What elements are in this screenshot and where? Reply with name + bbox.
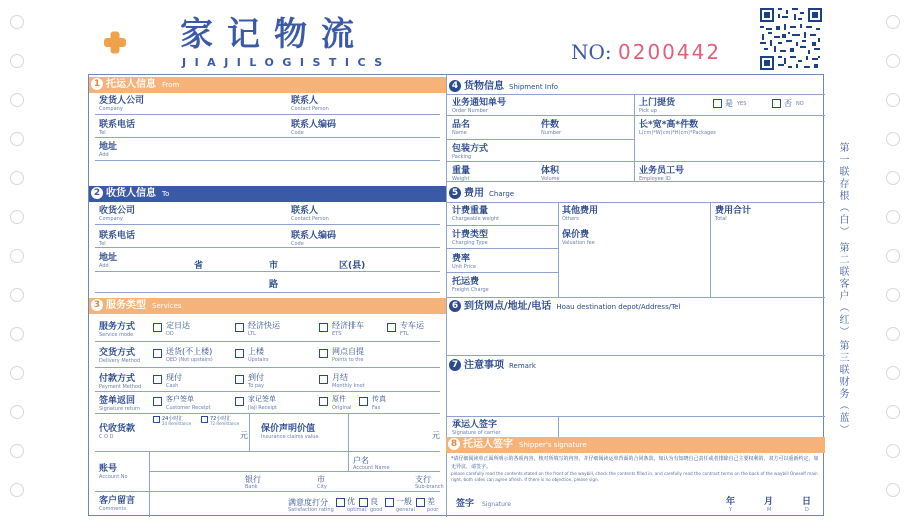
payment-cash-label-en: Cash	[166, 383, 179, 389]
weight-label-en: Weight	[452, 176, 470, 182]
no-label: NO:	[571, 40, 612, 64]
cod-72h-label-en: 72 Remittance	[210, 421, 240, 426]
hole	[886, 132, 900, 146]
return-label-en: Signature return	[99, 406, 140, 412]
return-fax-checkbox[interactable]	[359, 397, 368, 406]
rating-general-label-en: general	[396, 507, 416, 513]
chargeable-weight-label-en: Chargeable weight	[452, 216, 500, 222]
order-number-label-en: Order Number	[452, 108, 488, 114]
delivery-ded-label-en: DED (Not upstairs)	[166, 357, 213, 363]
hole	[886, 54, 900, 68]
pieces-label-en: Number	[541, 130, 562, 136]
road-label: 路	[269, 280, 279, 290]
delivery-pickup-checkbox[interactable]	[319, 349, 328, 358]
charging-type-label-en: Charging Type	[452, 240, 488, 246]
hole	[10, 288, 24, 302]
receiver-code-label-en: Code	[291, 241, 304, 247]
packing-label-en: Packing	[452, 154, 472, 160]
receiver-code-label: 联系人编码	[291, 231, 337, 241]
company-name-cn: 家记物流	[180, 14, 368, 53]
hole	[886, 210, 900, 224]
delivery-upstairs-checkbox[interactable]	[235, 349, 244, 358]
pickup-label: 上门提货	[639, 98, 676, 108]
rating-poor-checkbox[interactable]	[416, 498, 425, 507]
remark-section-header: 7 注意事项 Remark	[449, 358, 536, 374]
goods-name-label-en: Name	[452, 130, 467, 136]
weight-label: 重量	[452, 166, 471, 176]
valuation-fee-label-en: Valuation fee	[562, 240, 595, 246]
rating-general-checkbox[interactable]	[385, 498, 394, 507]
receiver-tel-label: 联系电话	[99, 231, 136, 241]
delivery-upstairs-label: 上楼	[248, 347, 264, 356]
rating-good-label: 良	[370, 497, 378, 506]
sender-code-label-en: Code	[291, 130, 304, 136]
return-jiaji-checkbox[interactable]	[235, 397, 244, 406]
satisfaction-label: 满意度打分	[288, 498, 328, 507]
copy-label-3: 第三联财务（蓝）	[837, 340, 848, 436]
mode-ftl-label-en: FTL	[400, 331, 409, 337]
service-mode-label: 服务方式	[99, 322, 136, 332]
mode-dd-checkbox[interactable]	[153, 323, 162, 332]
district-label: 区(县)	[339, 261, 366, 271]
pickup-yes-label-en: YES	[737, 101, 747, 107]
receiver-contact-label-en: Contact Person	[291, 216, 329, 222]
copy-label-2: 第二联客户（红）	[837, 242, 848, 338]
bank-label-en: Bank	[245, 484, 258, 490]
return-label: 签单返回	[99, 396, 136, 406]
shipper-signature-label: 签字	[456, 499, 475, 509]
bank-label: 银行	[245, 475, 261, 484]
payment-label: 付款方式	[99, 374, 136, 384]
shipper-signature-label-en: Signature	[482, 501, 511, 508]
bank-city-label: 市	[317, 475, 325, 484]
packing-label: 包装方式	[452, 144, 489, 154]
hole	[10, 483, 24, 497]
charging-type-label: 计费类型	[452, 230, 489, 240]
volume-label-en: Volume	[541, 176, 560, 182]
return-customer-checkbox[interactable]	[153, 397, 162, 406]
hole	[886, 15, 900, 29]
city-label: 市	[269, 261, 279, 271]
services-section-header: 3 服务类型 Services	[89, 298, 446, 314]
pickup-no-label: 否	[784, 99, 792, 108]
pickup-yes-checkbox[interactable]	[713, 99, 722, 108]
company-name-en: JIAJILOGISTICS	[182, 56, 391, 69]
shipper-notice-en: please carefully read the contents stated on the front of the waybill, check the contents filled in, and carefully read the contract terms on the back of the waybill Oneself main right, both sides can agree afresh. If there is no objection, please sign.	[451, 471, 818, 482]
employee-id-label: 业务员工号	[639, 166, 685, 176]
hole	[10, 54, 24, 68]
receiver-section-header: 2 收货人信息 To	[89, 186, 446, 202]
unit-price-label-en: Unit Price	[452, 264, 476, 270]
pickup-no-checkbox[interactable]	[772, 99, 781, 108]
insured-yuan-label: 元	[432, 431, 440, 440]
pickup-yes-label: 是	[725, 99, 733, 108]
hole	[10, 444, 24, 458]
hole	[10, 327, 24, 341]
sender-section-header: 1 托运人信息 From	[89, 77, 446, 93]
receiver-address-label-en: Add	[99, 263, 109, 269]
goods-name-label: 品名	[452, 120, 471, 130]
sender-code-label: 联系人编码	[291, 120, 337, 130]
mode-ltl-checkbox[interactable]	[235, 323, 244, 332]
copy-label-1: 第一联存根（白）	[837, 142, 848, 238]
comments-label-en: Comments	[99, 506, 127, 512]
mode-ltl-label-en: LTL	[248, 331, 256, 337]
hole	[886, 288, 900, 302]
shipper-section-header: 8 托运人签字 Shipper's signature	[446, 437, 825, 453]
return-fax-label-en: Fax	[372, 405, 381, 411]
province-label: 省	[194, 261, 204, 271]
account-label: 账号	[99, 464, 118, 474]
receiver-company-label: 收货公司	[99, 206, 136, 216]
hole	[886, 483, 900, 497]
payment-monthly-label: 月结	[332, 373, 348, 382]
mode-dd-label: 定日达	[166, 321, 190, 330]
month-label-en: M	[767, 507, 772, 513]
rating-general-label: 一般	[396, 497, 412, 506]
hole	[10, 210, 24, 224]
sender-tel-label-en: Tel	[99, 130, 106, 136]
chargeable-weight-label: 计费重量	[452, 206, 489, 216]
employee-id-label-en: Employee ID	[639, 176, 671, 182]
account-label-en: Account No	[99, 474, 128, 480]
return-original-label-en: Original	[332, 405, 352, 411]
return-jiaji-label-en: Jiaji Receipt	[248, 405, 277, 411]
cod-24h-checkbox[interactable]	[153, 416, 160, 423]
receiver-company-label-en: Company	[99, 216, 123, 222]
insured-value-label-en: Insurance claims value	[261, 434, 319, 440]
return-customer-label: 客户签单	[166, 395, 194, 403]
return-original-label: 原件	[332, 395, 346, 403]
hole	[886, 93, 900, 107]
delivery-upstairs-label-en: Upstairs	[248, 357, 269, 363]
month-label: 月	[764, 497, 774, 507]
mode-ets-label-en: ETS	[332, 331, 342, 337]
pickup-label-en: Pick up	[639, 108, 657, 114]
payment-cash-label: 现付	[166, 373, 182, 382]
rating-good-label-en: good	[370, 507, 383, 513]
hole	[886, 366, 900, 380]
year-label-en: Y	[729, 507, 733, 513]
pieces-label: 件数	[541, 120, 560, 130]
other-fees-label-en: Others	[562, 216, 579, 222]
freight-charge-label-en: Freight Charge	[452, 287, 489, 293]
bank-branch-label: 支行	[415, 475, 431, 484]
bank-branch-label-en: Sub-branch	[415, 484, 444, 490]
return-customer-label-en: Customer Receipt	[166, 405, 211, 411]
company-logo-icon	[92, 16, 152, 72]
mode-ftl-checkbox[interactable]	[387, 323, 396, 332]
day-label-en: D	[805, 507, 809, 513]
sender-company-label-en: Company	[99, 106, 123, 112]
return-fax-label: 传真	[372, 395, 386, 403]
delivery-pickup-label: 网点自提	[332, 347, 364, 356]
delivery-label-en: Delivery Method	[99, 358, 141, 364]
sender-company-label: 发货人公司	[99, 96, 145, 106]
account-name-label: 户名	[353, 456, 369, 465]
hole	[10, 405, 24, 419]
delivery-pickup-label-en: Points to the	[332, 357, 364, 363]
return-original-checkbox[interactable]	[319, 397, 328, 406]
other-fees-label: 其他费用	[562, 206, 599, 216]
payment-topay-label-en: To pay	[248, 383, 265, 389]
delivery-ded-label: 送货(不上楼)	[166, 347, 213, 356]
cod-72h-checkbox[interactable]	[201, 416, 208, 423]
account-name-label-en: Account Name	[353, 465, 390, 471]
mode-ftl-label: 专车运	[400, 321, 424, 330]
sender-contact-label: 联系人	[291, 96, 319, 106]
rating-optimal-label: 优	[347, 497, 355, 506]
hole	[10, 171, 24, 185]
serial-number: 0200442	[618, 40, 722, 64]
cod-72h-label: 72小时汇	[210, 416, 232, 422]
mode-ltl-label: 经济快运	[248, 321, 280, 330]
comments-label: 客户留言	[99, 496, 136, 506]
year-label: 年	[726, 497, 736, 507]
payment-monthly-label-en: Monthly knot	[332, 383, 365, 389]
unit-price-label: 费率	[452, 254, 471, 264]
sender-address-label: 地址	[99, 142, 118, 152]
day-label: 日	[802, 497, 812, 507]
delivery-label: 交货方式	[99, 348, 136, 358]
destination-section-header: 6 到货网点/地址/电话 Hoau destination depot/Address/Tel	[449, 299, 680, 315]
cod-label: 代收货款	[99, 424, 136, 434]
satisfaction-label-en: Satisfaction rating	[288, 507, 334, 513]
valuation-fee-label: 保价费	[562, 230, 590, 240]
rating-poor-label: 差	[427, 497, 435, 506]
hole	[10, 15, 24, 29]
cod-label-en: C O D	[99, 434, 114, 440]
payment-label-en: Payment Method	[99, 384, 142, 390]
carrier-signature-label: 承运人签字	[452, 420, 498, 430]
insured-value-label: 保价声明价值	[261, 424, 316, 434]
cod-24h-label: 24小时汇	[162, 416, 184, 422]
shipper-notice-cn: *请仔细阅读单正面所明示的各项内容，核对所填写的内容，并仔细阅读运单背面的合同条款，如认为有知晓自己责任或者排除自己主要权利的，双方可以重新约定，如无异议，请签字。	[451, 456, 819, 470]
hole	[10, 366, 24, 380]
cod-24h-label-en: 24 Remittance	[162, 421, 192, 426]
hole	[10, 132, 24, 146]
volume-label: 体积	[541, 166, 560, 176]
receiver-tel-label-en: Tel	[99, 241, 106, 247]
charge-section-header: 5 费用 Charge	[449, 186, 514, 202]
total-label-en: Total	[715, 216, 727, 222]
hole	[886, 249, 900, 263]
receiver-address-label: 地址	[99, 253, 118, 263]
cod-yuan-label: 元	[240, 431, 248, 440]
delivery-ded-checkbox[interactable]	[153, 349, 162, 358]
pickup-no-label-en: NO	[796, 101, 804, 107]
hole	[886, 405, 900, 419]
mode-ets-label: 经济排车	[332, 321, 364, 330]
hole	[10, 249, 24, 263]
carrier-signature-label-en: Signature of carrier	[452, 430, 501, 436]
order-number-label: 业务通知单号	[452, 98, 507, 108]
waybill-form	[88, 74, 824, 516]
dimensions-label: 长*宽*高*件数	[639, 120, 699, 130]
rating-optimal-label-en: optimal	[347, 507, 366, 513]
hole	[886, 171, 900, 185]
payment-monthly-checkbox[interactable]	[319, 375, 328, 384]
sender-tel-label: 联系电话	[99, 120, 136, 130]
freight-charge-label: 托运费	[452, 277, 480, 287]
return-jiaji-label: 家记签单	[248, 395, 276, 403]
rating-poor-label-en: poor	[427, 507, 439, 513]
payment-topay-label: 到付	[248, 373, 264, 382]
rating-optimal-checkbox[interactable]	[336, 498, 345, 507]
mode-dd-label-en: DD	[166, 331, 174, 337]
payment-cash-checkbox[interactable]	[153, 375, 162, 384]
rating-good-checkbox[interactable]	[359, 498, 368, 507]
qr-code-icon	[760, 8, 822, 70]
sender-address-label-en: Add	[99, 152, 109, 158]
hole	[886, 444, 900, 458]
receiver-contact-label: 联系人	[291, 206, 319, 216]
payment-topay-checkbox[interactable]	[235, 375, 244, 384]
dimensions-label-en: L(cm)*W(cm)*H(cm)*Packages	[639, 130, 716, 136]
hole	[10, 93, 24, 107]
hole	[886, 327, 900, 341]
sender-contact-label-en: Contact Person	[291, 106, 329, 112]
goods-section-header: 4 货物信息 Shipment Info	[449, 79, 558, 95]
service-mode-label-en: Service mode	[99, 332, 134, 338]
bank-city-label-en: City	[317, 484, 327, 490]
total-label: 费用合计	[715, 206, 752, 216]
mode-ets-checkbox[interactable]	[319, 323, 328, 332]
